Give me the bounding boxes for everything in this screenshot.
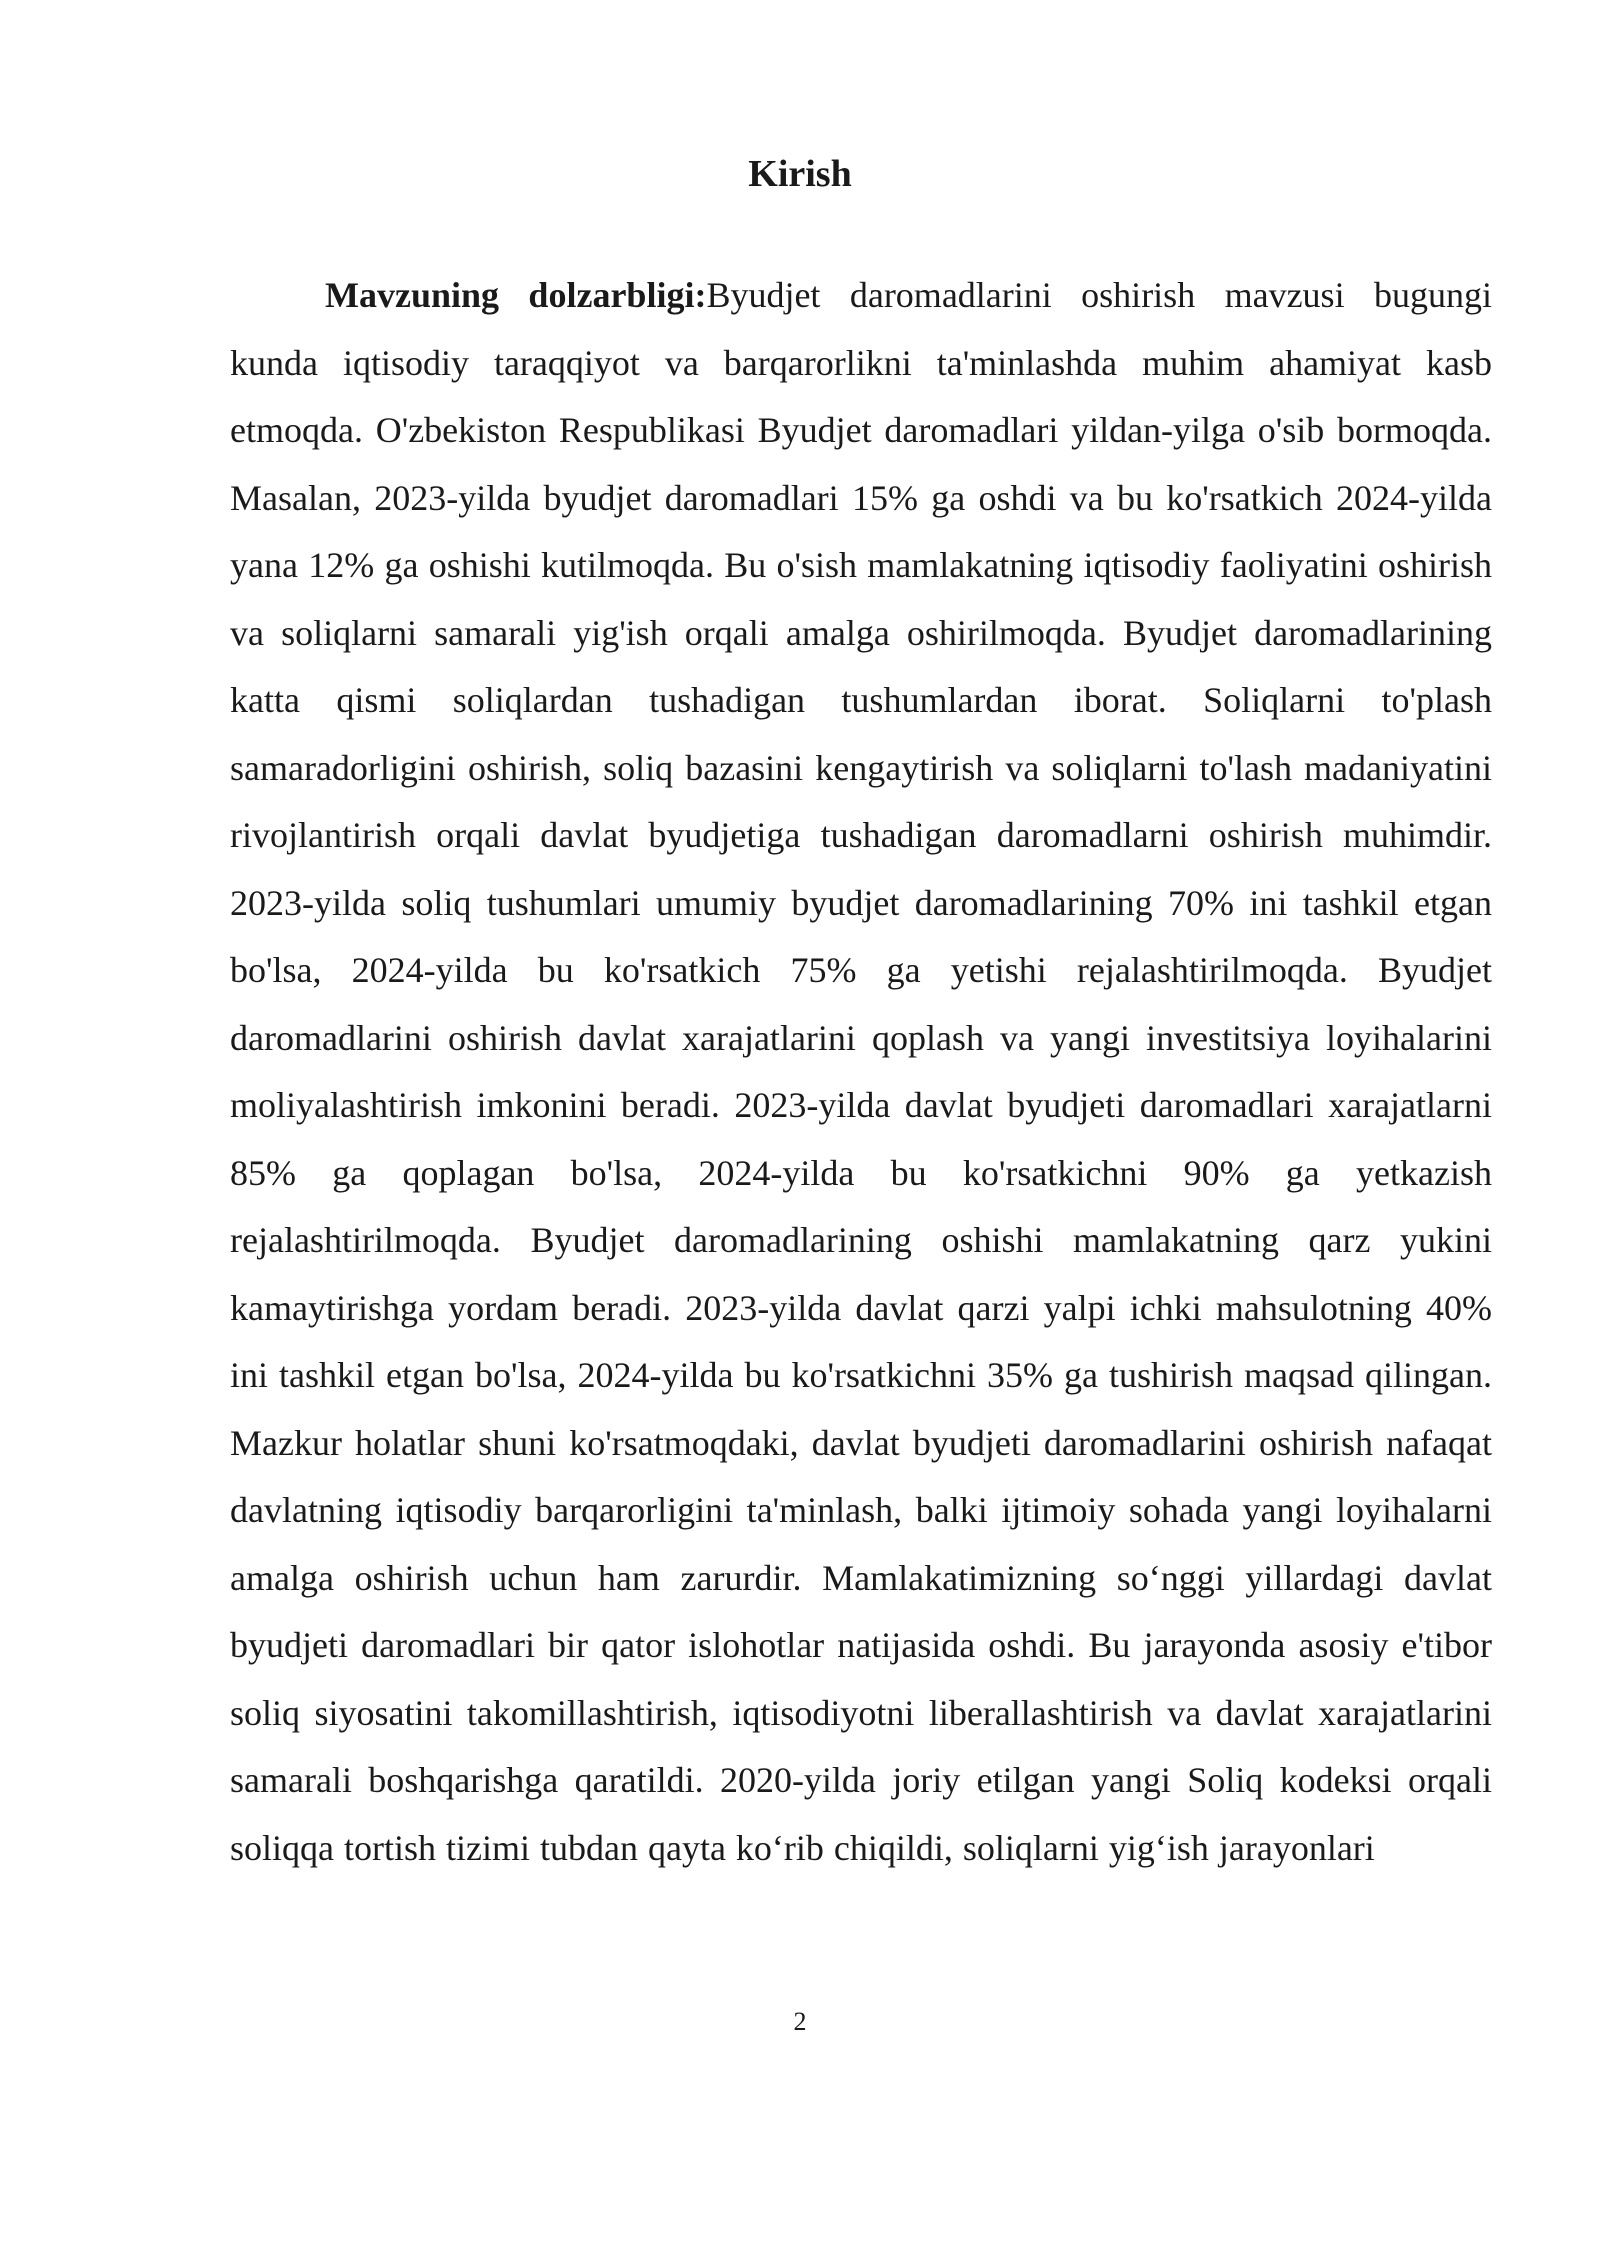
page-number: 2 xyxy=(793,2007,807,2036)
page-title: Kirish xyxy=(748,153,852,195)
body-paragraph xyxy=(230,262,1492,1882)
section-lead-label: Mavzuning dolzarbligi: xyxy=(325,275,707,315)
paragraph-text: Byudjet daromadlarini oshirish mavzusi bugungi kunda iqtisodiy taraqqiyot va barqarorlikni ta'minlashda muhim ahamiyat kasb etmoqda. O'zbekiston Respublikasi Byudjet daromadlari yildan-yilga o'sib bormoqda. Masalan, 2023-yilda byudjet daromadlari 15% ga oshdi va bu ko'rsatkich 2024-yilda yana 12% ga oshishi kutilmoqda. Bu o'sish mamlakatning iqtisodiy faoliyatini oshirish va soliqlarni samarali yig'ish orqali amalga oshirilmoqda. Byudjet daromadlarining katta qismi soliqlardan tushadigan tushumlardan iborat. Soliqlarni to'plash samaradorligini oshirish, soliq bazasini kengaytirish va soliqlarni to'lash madaniyatini rivojlantirish orqali davlat byudjetiga tushadigan daromadlarni oshirish muhimdir. 2023-yilda soliq tushumlari umumiy byudjet daromadlarining 70% ini tashkil etgan bo'lsa, 2024-yilda bu ko'rsatkich 75% ga yetishi rejalashtirilmoqda. Byudjet daromadlarini oshirish davlat xarajatlarini qoplash va yangi investitsiya loyihalarini moliyalashtirish imkonini beradi. 2023-yilda davlat byudjeti daromadlari xarajatlarni 85% ga qoplagan bo'lsa, 2024-yilda bu ko'rsatkichni 90% ga yetkazish rejalashtirilmoqda. Byudjet daromadlarining oshishi mamlakatning qarz yukini kamaytirishga yordam beradi. 2023-yilda davlat qarzi yalpi ichki mahsulotning 40% ini tashkil etgan bo'lsa, 2024-yilda bu ko'rsatkichni 35% ga tushirish maqsad qilingan. Mazkur holatlar shuni ko'rsatmoqdaki, davlat byudjeti daromadlarini oshirish nafaqat davlatning iqtisodiy barqarorligini ta'minlash, balki ijtimoiy sohada yangi loyihalarni amalga oshirish uchun ham zarurdir. Mamlakatimizning so‘nggi yillardagi davlat byudjeti daromadlari bir qator islohotlar natijasida oshdi. Bu jarayonda asosiy e'tibor soliq siyosatini takomillashtirish, iqtisodiyotni liberallashtirish va davlat xarajatlarini samarali boshqarishga qaratildi. 2020-yilda joriy etilgan yangi Soliq kodeksi orqali soliqqa tortish tizimi tubdan qayta ko‘rib chiqildi, soliqlarni yig‘ish jarayonlari xyxy=(230,275,1492,1868)
